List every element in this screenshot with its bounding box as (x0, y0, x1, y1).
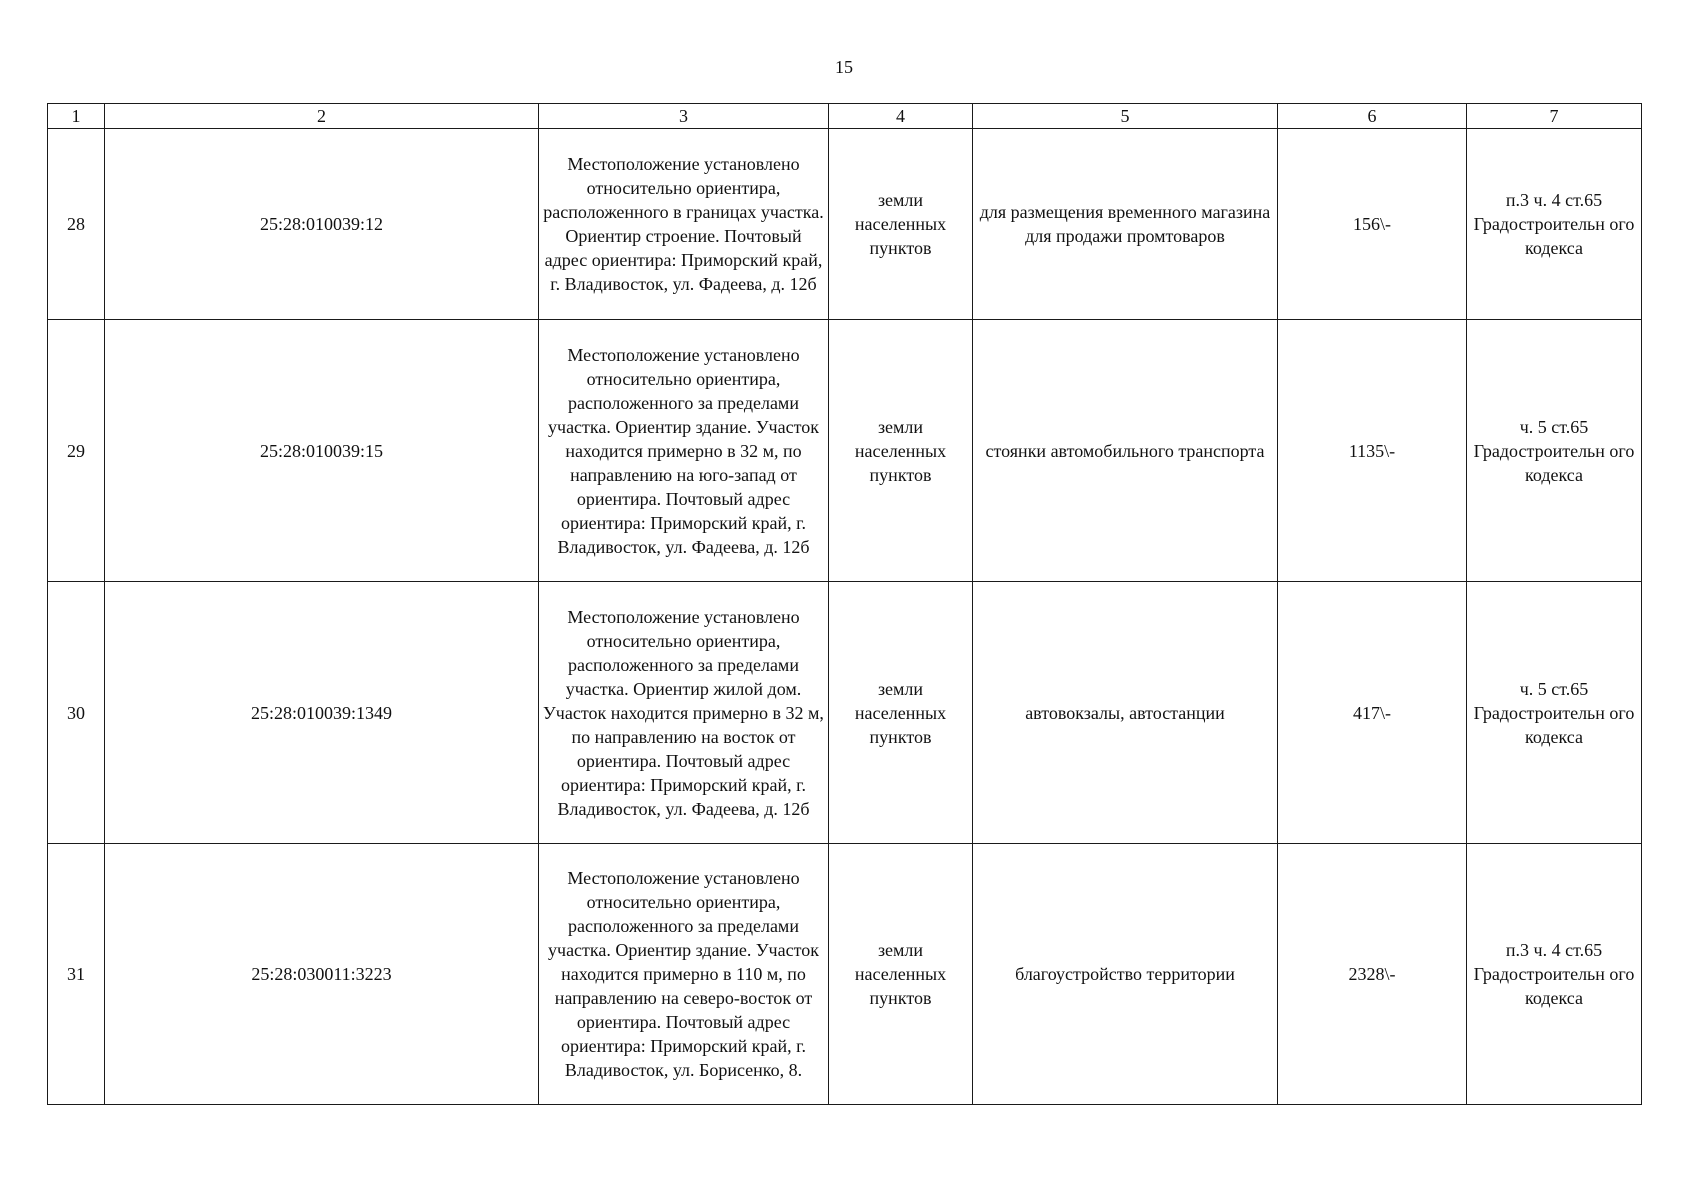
column-number-row (48, 104, 1642, 129)
permitted-use: благоустройство территории (973, 844, 1278, 1105)
location-description: Местоположение установлено относительно ориентира, расположенного за пределами участка. Ориентир здание. Участок находится примерно в 110 м, по направлению на северо-восток от ориентира. Почтовый адрес ориентира: Приморский край, г. Владивосток, ул. Борисенко, 8. (539, 844, 829, 1105)
legal-basis: ч. 5 ст.65 Градостроительн ого кодекса (1467, 320, 1642, 582)
column-header: 7 (1467, 104, 1642, 129)
area-value: 417\- (1278, 582, 1467, 844)
location-description: Местоположение установлено относительно ориентира, расположенного за пределами участка. Ориентир жилой дом. Участок находится примерно в 32 м, по направлению на восток от ориентира. Почтовый адрес ориентира: Приморский край, г. Владивосток, ул. Фадеева, д. 12б (539, 582, 829, 844)
cadastral-number: 25:28:030011:3223 (105, 844, 539, 1105)
column-header: 5 (973, 104, 1278, 129)
location-description: Местоположение установлено относительно ориентира, расположенного за пределами участка. Ориентир здание. Участок находится примерно в 32 м, по направлению на юго-запад от ориентира. Почтовый адрес ориентира: Приморский край, г. Владивосток, ул. Фадеева, д. 12б (539, 320, 829, 582)
permitted-use: для размещения временного магазина для продажи промтоваров (973, 129, 1278, 320)
table-row (48, 129, 1642, 320)
column-header: 2 (105, 104, 539, 129)
location-description: Местоположение установлено относительно ориентира, расположенного в границах участка. Ориентир строение. Почтовый адрес ориентира: Приморский край, г. Владивосток, ул. Фадеева, д. 12б (539, 129, 829, 320)
page-number: 15 (835, 57, 853, 77)
cadastral-number: 25:28:010039:1349 (105, 582, 539, 844)
permitted-use: автовокзалы, автостанции (973, 582, 1278, 844)
row-number: 29 (48, 320, 105, 582)
area-value: 1135\- (1278, 320, 1467, 582)
permitted-use: стоянки автомобильного транспорта (973, 320, 1278, 582)
area-value: 2328\- (1278, 844, 1467, 1105)
column-header: 4 (829, 104, 973, 129)
row-number: 28 (48, 129, 105, 320)
area-value: 156\- (1278, 129, 1467, 320)
cadastral-number: 25:28:010039:12 (105, 129, 539, 320)
land-category: земли населенных пунктов (829, 129, 973, 320)
table-row (48, 320, 1642, 582)
column-header: 3 (539, 104, 829, 129)
land-plots-table (47, 103, 1642, 1105)
legal-basis: п.3 ч. 4 ст.65 Градостроительн ого кодекса (1467, 844, 1642, 1105)
land-category: земли населенных пунктов (829, 320, 973, 582)
cadastral-number: 25:28:010039:15 (105, 320, 539, 582)
legal-basis: ч. 5 ст.65 Градостроительн ого кодекса (1467, 582, 1642, 844)
table-row (48, 844, 1642, 1105)
table-row (48, 582, 1642, 844)
land-category: земли населенных пунктов (829, 844, 973, 1105)
column-header: 1 (48, 104, 105, 129)
row-number: 30 (48, 582, 105, 844)
column-header: 6 (1278, 104, 1467, 129)
legal-basis: п.3 ч. 4 ст.65 Градостроительн ого кодекса (1467, 129, 1642, 320)
row-number: 31 (48, 844, 105, 1105)
land-category: земли населенных пунктов (829, 582, 973, 844)
